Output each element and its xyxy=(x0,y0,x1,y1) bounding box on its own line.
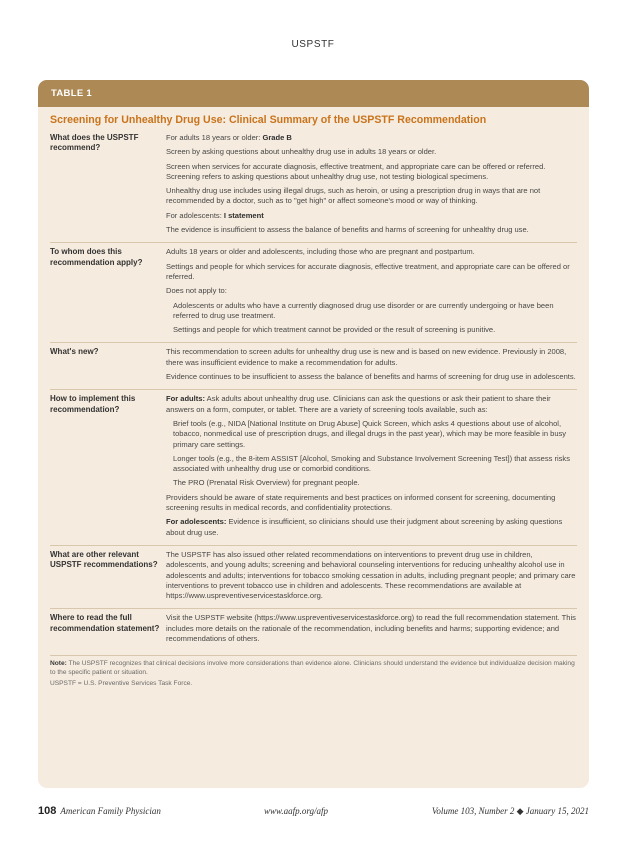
issue-info: Volume 103, Number 2 ◆ January 15, 2021 xyxy=(431,806,589,816)
row-paragraph xyxy=(166,493,577,514)
paragraph-text: The evidence is insufficient to assess the balance of benefits and harms of screening for unhealthy drug use. xyxy=(166,225,529,235)
row-content xyxy=(166,613,577,648)
paragraph-text: Adolescents or adults who have a currently diagnosed drug use disorder or are currently undergoing or have been referred to drug use treatment. xyxy=(173,300,554,320)
table-row xyxy=(50,342,577,389)
paragraph-text: This recommendation to screen adults for unhealthy drug use is new and is based on new evidence. Previously in 2008, there was insufficient evidence to make a recommendation for adults. xyxy=(166,347,567,367)
paragraph-prefix: For adults 18 years or older: xyxy=(166,133,263,142)
table-label: TABLE 1 xyxy=(38,80,589,107)
row-paragraph xyxy=(166,419,577,450)
footer-left xyxy=(38,805,161,817)
row-paragraph xyxy=(166,454,577,475)
paragraph-text: Does not apply to: xyxy=(166,286,227,296)
paragraph-text: Settings and people for which treatment cannot be provided or the result of screening is punitive. xyxy=(173,325,496,335)
row-paragraph xyxy=(166,550,577,601)
row-content xyxy=(166,133,577,239)
table-row xyxy=(50,389,577,545)
row-paragraph xyxy=(166,347,577,368)
row-paragraph xyxy=(166,301,577,322)
paragraph-text: Brief tools (e.g., NIDA [National Institute on Drug Abuse] Quick Screen, which asks 4 questions about use of alcohol, tobacco, nonmedical use of prescription drugs, and illegal drugs in the past year), which may be more feasible in busy primary care settings. xyxy=(173,418,567,449)
row-paragraph xyxy=(166,613,577,644)
row-label: What's new? xyxy=(50,347,99,357)
row-content xyxy=(166,247,577,339)
row-paragraph xyxy=(166,478,577,488)
paragraph-prefix: For adolescents: xyxy=(166,210,224,220)
paragraph-text: Unhealthy drug use includes using illegal drugs, such as heroin, or using a prescription drug in ways that are not recommended by a doctor, such as to "get high" or affect someone's mood or way of thinking. xyxy=(166,186,541,206)
row-paragraph xyxy=(166,225,577,235)
paragraph-emphasis: For adolescents: xyxy=(166,517,227,527)
table-row xyxy=(50,242,577,342)
row-paragraph xyxy=(166,247,577,257)
row-content xyxy=(166,394,577,542)
row-paragraph xyxy=(166,394,577,415)
row-paragraph xyxy=(166,133,577,143)
row-paragraph xyxy=(166,517,577,538)
row-label: What does the USPSTF recommend? xyxy=(50,133,139,153)
paragraph-text: Evidence is insufficient, so clinicians should use their judgment about screening by asking questions about drug use. xyxy=(166,517,563,537)
note-text: The USPSTF recognizes that clinical decisions involve more considerations than evidence alone. Clinicians should understand the evidence but individualize decision making to the specific patient or situation. xyxy=(50,660,575,676)
paragraph-emphasis: For adults: xyxy=(166,394,205,404)
row-paragraph xyxy=(166,147,577,157)
paragraph-text: Longer tools (e.g., the 8-item ASSIST [Alcohol, Smoking and Substance Involvement Screening Test]) that assess risks associated with unhealthy drug use or comorbid conditions. xyxy=(173,453,570,474)
paragraph-text: Settings and people for which services for accurate diagnosis, effective treatment, and appropriate care can be offered or referred. xyxy=(166,261,570,281)
paragraph-emphasis: Grade B xyxy=(262,133,292,142)
row-content xyxy=(166,347,577,386)
row-label: How to implement this recommendation? xyxy=(50,394,136,414)
row-paragraph xyxy=(166,162,577,183)
row-paragraph xyxy=(166,186,577,207)
row-paragraph xyxy=(166,325,577,335)
row-content xyxy=(166,550,577,605)
paragraph-text: Adults 18 years or older and adolescents, including those who are pregnant and postpartum. xyxy=(166,247,475,257)
paragraph-text: Providers should be aware of state requirements and best practices on informed consent for screening, documenting screening results in medical records, and confidentiality protections. xyxy=(166,492,556,513)
paragraph-text: Visit the USPSTF website (https://www.uspreventiveservicestaskforce.org) to read the full recommendation statement. This includes more details on the rationale of the recommendation, including benefits and harms; supporting evidence; and recommendations of others. xyxy=(166,613,576,643)
clinical-summary-table xyxy=(38,80,589,788)
paragraph-emphasis: I statement xyxy=(223,210,264,220)
table-rows xyxy=(50,129,577,651)
row-paragraph xyxy=(166,211,577,221)
table-row xyxy=(50,129,577,242)
running-head: USPSTF xyxy=(291,39,335,50)
paragraph-text: The USPSTF has also issued other related recommendations on interventions to prevent drug use in children, adolescents, and young adults; screening and behavioral counseling interventions for reducing unhealthy alcohol use in adolescents and adults; interventions for tobacco smoking cessation in adults, including pregnant people; and primary care interventions to prevent tobacco use in children and adolescents. These recommendations are available at https://www.uspreventiveservicestaskforce.org. xyxy=(166,549,576,601)
row-paragraph xyxy=(166,286,577,296)
note-label: Note: xyxy=(50,660,67,668)
note xyxy=(50,660,577,677)
row-label: What are other relevant USPSTF recommendations? xyxy=(50,549,158,570)
paragraph-text: Ask adults about unhealthy drug use. Clinicians can ask the questions or ask their patient to share their answers on a form, computer, or tablet. There are a variety of screening tools available, such as: xyxy=(166,394,551,414)
row-paragraph xyxy=(166,262,577,283)
table-notes xyxy=(50,655,577,689)
table-row xyxy=(50,545,577,608)
page-number: 108 xyxy=(38,805,57,817)
journal-url: www.aafp.org/afp xyxy=(264,806,329,816)
page-footer xyxy=(38,805,589,819)
row-paragraph xyxy=(166,372,577,382)
paragraph-text: The PRO (Prenatal Risk Overview) for pregnant people. xyxy=(173,478,360,488)
row-label: Where to read the full recommendation statement? xyxy=(50,613,160,633)
paragraph-text: Screen by asking questions about unhealthy drug use in adults 18 years or older. xyxy=(166,147,437,157)
table-row xyxy=(50,608,577,651)
journal-name: American Family Physician xyxy=(60,806,161,816)
row-label: To whom does this recommendation apply? xyxy=(50,247,143,267)
table-title: Screening for Unhealthy Drug Use: Clinical Summary of the USPSTF Recommendation xyxy=(50,114,487,126)
abbreviation-note: USPSTF = U.S. Preventive Services Task Force. xyxy=(50,680,193,688)
paragraph-text: Evidence continues to be insufficient to assess the balance of benefits and harms of screening for drug use in adolescents. xyxy=(166,372,576,382)
paragraph-text: Screen when services for accurate diagnosis, effective treatment, and appropriate care can be offered or referred. Screening refers to asking questions about unhealthy drug use, not testing biological specimens. xyxy=(166,161,546,181)
